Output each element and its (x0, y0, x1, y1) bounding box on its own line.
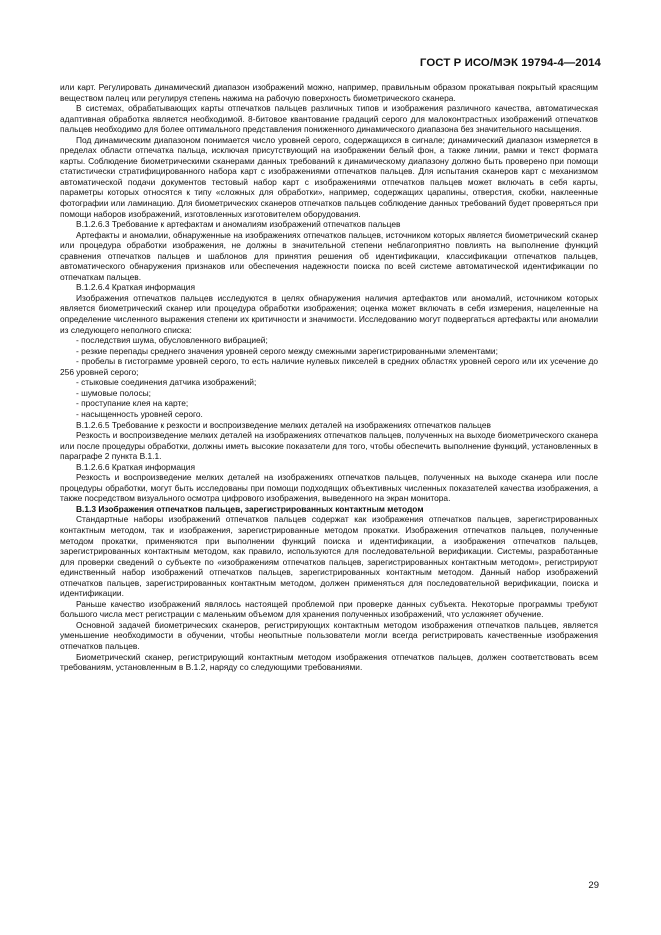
list-item: - шумовые полосы; (76, 387, 151, 398)
paragraph: Артефакты и аномалии, обнаруженные на изображениях отпечатков пальцев, источником которых является биометрический сканер или процедура обработки изображения, не должны в значительной степени неблагоприятно повлиять на выполнение функций сравнения отпечатков пальцев и шаблонов для принятия решения об идентификации, классификации отпечатков пальцев, автоматического обнаружения признаков или обеспечения надежности поиска по всей системе автоматической идентификации по отпечаткам пальцев. (60, 229, 598, 282)
paragraph: Основной задачей биометрических сканеров, регистрирующих контактным методом изображения отпечатков пальцев, является уменьшение необходимости в обучении, чтобы неопытные пользователи могли всегда регистрировать качественные изображения отпечатков пальцев. (60, 619, 598, 651)
paragraph: Изображения отпечатков пальцев исследуются в целях обнаружения наличия артефактов или аномалий, источником которых является биометрический сканер или процедура обработки изображения; оценка может включать в себя измерения, нацеленные на определение численного выражения степени их критичности и значимости. Исследованию могут подвергаться артефакты или аномалии из следующего неполного списка: (60, 292, 598, 335)
paragraph: Под динамическим диапазоном понимается число уровней серого, содержащихся в сигнале; динамический диапазон измеряется в пределах области отпечатка пальца, исключая присутствующий на изображении белый фон, а также линии, рамки и текст формата карты. Соблюдение биометрическими сканерами данных требований к динамическому диапазону должно быть проверено при помощи статистически стратифицированного набора карт с изображениями отпечатков пальцев. Для испытания сканеров карт с механизмом автоматической подачи документов тестовый набор карт с изображениями отпечатков пальцев может включать в себя карты, параметры которых относятся к типу «сложных для обработки», например, содержащих царапины, отверстия, скобки, наклеенные фотографии или ламинацию. Для биометрических сканеров отпечатков пальцев соблюдение данных требований будет проверяться при помощи наборов изображений, изготовленных изготовителем оборудования. (60, 134, 598, 219)
list-item: - стыковые соединения датчика изображений; (76, 377, 257, 388)
subsection-heading: В.1.2.6.5 Требование к резкости и воспроизведение мелких деталей на изображениях отпечатков пальцев (76, 419, 491, 430)
paragraph: Биометрический сканер, регистрирующий контактным методом изображения отпечатков пальцев, должен соответствовать всем требованиям, установленным в В.1.2, наряду со следующими требованиями. (60, 651, 598, 673)
paragraph: В системах, обрабатывающих карты отпечатков пальцев различных типов и изображения различного качества, автоматическая адаптивная обработка является необходимой. 8-битовое квантование градаций серого для малоконтрастных изображений отпечатков пальцев необходимо для более оптимального представления пониженного динамического диапазона без значительного насыщения. (60, 103, 598, 135)
list-item: - последствия шума, обусловленного вибрацией; (76, 335, 268, 346)
paragraph: или карт. Регулировать динамический диапазон изображений можно, например, правильным образом прокатывая покрытый красящим веществом палец или регулируя степень нажима на рабочую поверхность биометрического сканера. (60, 82, 598, 103)
paragraph: Резкость и воспроизведение мелких деталей на изображениях отпечатков пальцев, полученных на выходе биометрического сканера или после процедуры обработки, должны иметь высокие показатели для того, чтобы обеспечить выполнение функций, установленных в параграфе 2 пункта В.1.1. (60, 430, 598, 462)
document-body (60, 82, 598, 673)
standard-header: ГОСТ Р ИСО/МЭК 19794-4—2014 (419, 57, 601, 69)
list-item: - резкие перепады среднего значения уровней серого между смежными зарегистрированными элементами; (76, 345, 498, 356)
list-item: - насыщенность уровней серого. (76, 408, 203, 419)
subsection-heading: В.1.2.6.3 Требование к артефактам и аномалиям изображений отпечатков пальцев (76, 219, 401, 230)
paragraph: Раньше качество изображений являлось настоящей проблемой при проверке данных субъекта. Некоторые программы требуют большого числа мест регистрации с маленьким объемом для хранения полученных изображений, что усложняет обучение. (60, 598, 598, 620)
page-number: 29 (588, 880, 599, 891)
paragraph: Резкость и воспроизведение мелких деталей на изображениях отпечатков пальцев, полученных на выходе сканера или после процедуры обработки, могут быть исследованы при помощи подходящих объективных численных показателей качества изображения, а также посредством визуального осмотра цифрового изображения, выведенного на экран монитора. (60, 472, 598, 504)
subsection-heading: В.1.2.6.6 Краткая информация (76, 461, 196, 472)
list-item: - проступание клея на карте; (76, 398, 189, 409)
paragraph: Стандартные наборы изображений отпечатков пальцев содержат как изображения отпечатков пальцев, зарегистрированных контактным методом, так и изображения, зарегистрированные методом прокатки. Изображения отпечатков пальцев, полученные методом прокатки, применяются при выполнении функций поиска и идентификации, а изображения отпечатков пальцев, зарегистрированных контактным методом, как правило, используются для последовательной верификации. Системы, разработанные для проверки сведений о субъекте по «изображениям отпечатков пальцев, зарегистрированных контактным методом», регистрируют единственный набор изображений отпечатков пальцев, зарегистрированных контактным методом. Данный набор изображений отпечатков пальцев, зарегистрированных контактным методом, должен применяться для последовательной верификации, поиска и идентификации. (60, 514, 598, 599)
section-heading: В.1.3 Изображения отпечатков пальцев, зарегистрированных контактным методом (76, 503, 424, 514)
list-item: - пробелы в гистограмме уровней серого, то есть наличие нулевых пикселей в средних областях уровней серого или их усечение до 256 уровней серого; (60, 356, 598, 377)
subsection-heading: В.1.2.6.4 Краткая информация (76, 282, 196, 293)
